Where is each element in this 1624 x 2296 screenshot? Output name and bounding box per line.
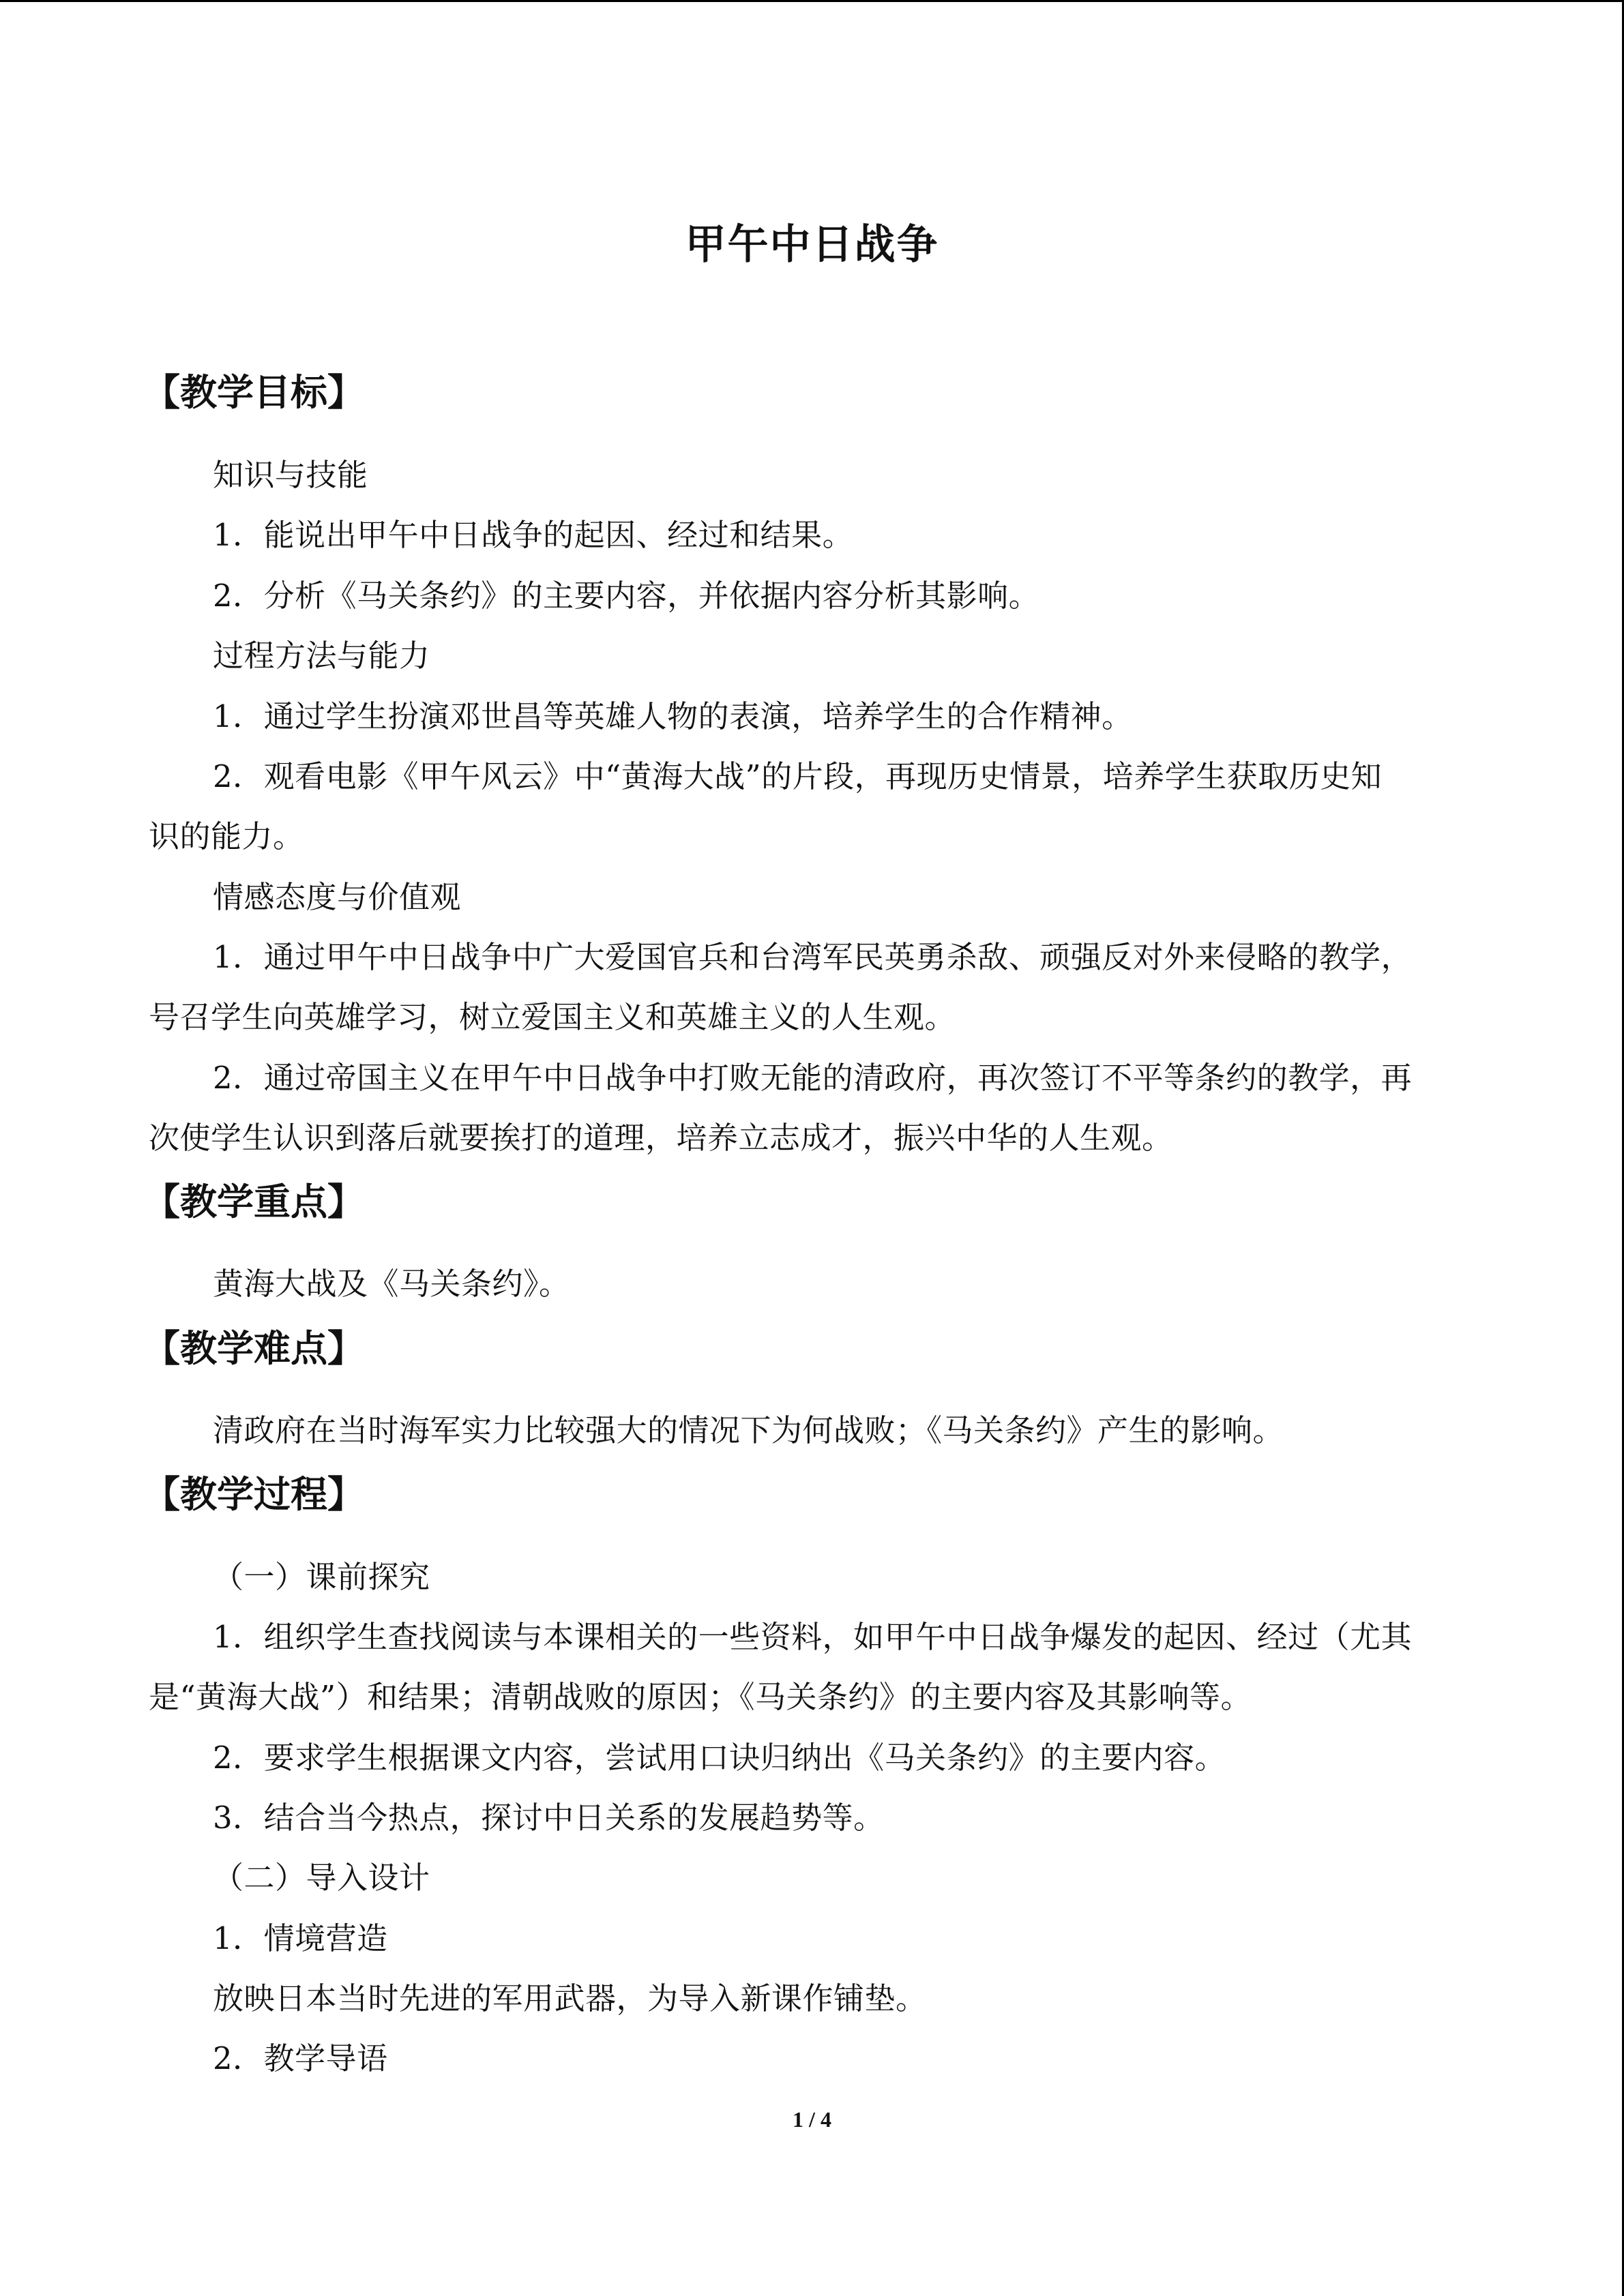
paragraph-process-2-line-1: 2．观看电影《甲午风云》中“黄海大战”的片段，再现历史情景，培养学生获取历史知 xyxy=(213,758,1383,794)
paragraph-difficulties: 清政府在当时海军实力比较强大的情况下为何战败；《马关条约》产生的影响。 xyxy=(213,1412,1284,1448)
paragraph-pre-class-3: 3．结合当今热点，探讨中日关系的发展趋势等。 xyxy=(213,1800,885,1836)
paragraph-intro-1-text: 放映日本当时先进的军用武器，为导入新课作铺垫。 xyxy=(213,1980,927,2016)
subheading-intro-design: （二）导入设计 xyxy=(213,1860,430,1896)
paragraph-intro-1-label: 1．情境营造 xyxy=(213,1920,388,1956)
subheading-emotion: 情感态度与价值观 xyxy=(213,879,462,915)
paragraph-process-1: 1．通过学生扮演邓世昌等英雄人物的表演，培养学生的合作精神。 xyxy=(213,698,1133,734)
paragraph-key-points: 黄海大战及《马关条约》。 xyxy=(213,1266,570,1302)
paragraph-pre-class-1-line-2: 是“黄海大战”）和结果；清朝战败的原因；《马关条约》的主要内容及其影响等。 xyxy=(149,1679,1252,1715)
paragraph-emotion-1-line-1: 1．通过甲午中日战争中广大爱国官兵和台湾军民英勇杀敌、顽强反对外来侵略的教学， xyxy=(213,939,1413,975)
page-title: 甲午中日战争 xyxy=(685,221,939,269)
paragraph-pre-class-2: 2．要求学生根据课文内容，尝试用口诀归纳出《马关条约》的主要内容。 xyxy=(213,1740,1226,1776)
paragraph-knowledge-2: 2．分析《马关条约》的主要内容，并依据内容分析其影响。 xyxy=(213,578,1040,614)
subheading-process: 过程方法与能力 xyxy=(213,638,430,674)
subheading-pre-class: （一）课前探究 xyxy=(213,1559,430,1595)
paragraph-emotion-2-line-2: 次使学生认识到落后就要挨打的道理，培养立志成才，振兴中华的人生观。 xyxy=(149,1120,1173,1156)
paragraph-process-2-line-2: 识的能力。 xyxy=(149,818,304,854)
paragraph-pre-class-1-line-1: 1．组织学生查找阅读与本课相关的一些资料，如甲午中日战争爆发的起因、经过（尤其 xyxy=(213,1619,1413,1655)
subheading-knowledge: 知识与技能 xyxy=(213,457,368,493)
paragraph-knowledge-1: 1．能说出甲午中日战争的起因、经过和结果。 xyxy=(213,517,854,553)
section-heading-process: 【教学过程】 xyxy=(143,1473,364,1516)
page-number: 1 / 4 xyxy=(793,2107,831,2132)
paragraph-intro-2-label: 2．教学导语 xyxy=(213,2040,388,2076)
paragraph-emotion-1-line-2: 号召学生向英雄学习，树立爱国主义和英雄主义的人生观。 xyxy=(149,999,956,1035)
section-heading-objectives: 【教学目标】 xyxy=(143,371,364,414)
section-heading-key-points: 【教学重点】 xyxy=(143,1180,364,1223)
section-heading-difficulties: 【教学难点】 xyxy=(143,1327,364,1370)
paragraph-emotion-2-line-1: 2．通过帝国主义在甲午中日战争中打败无能的清政府，再次签订不平等条约的教学，再 xyxy=(213,1060,1413,1096)
